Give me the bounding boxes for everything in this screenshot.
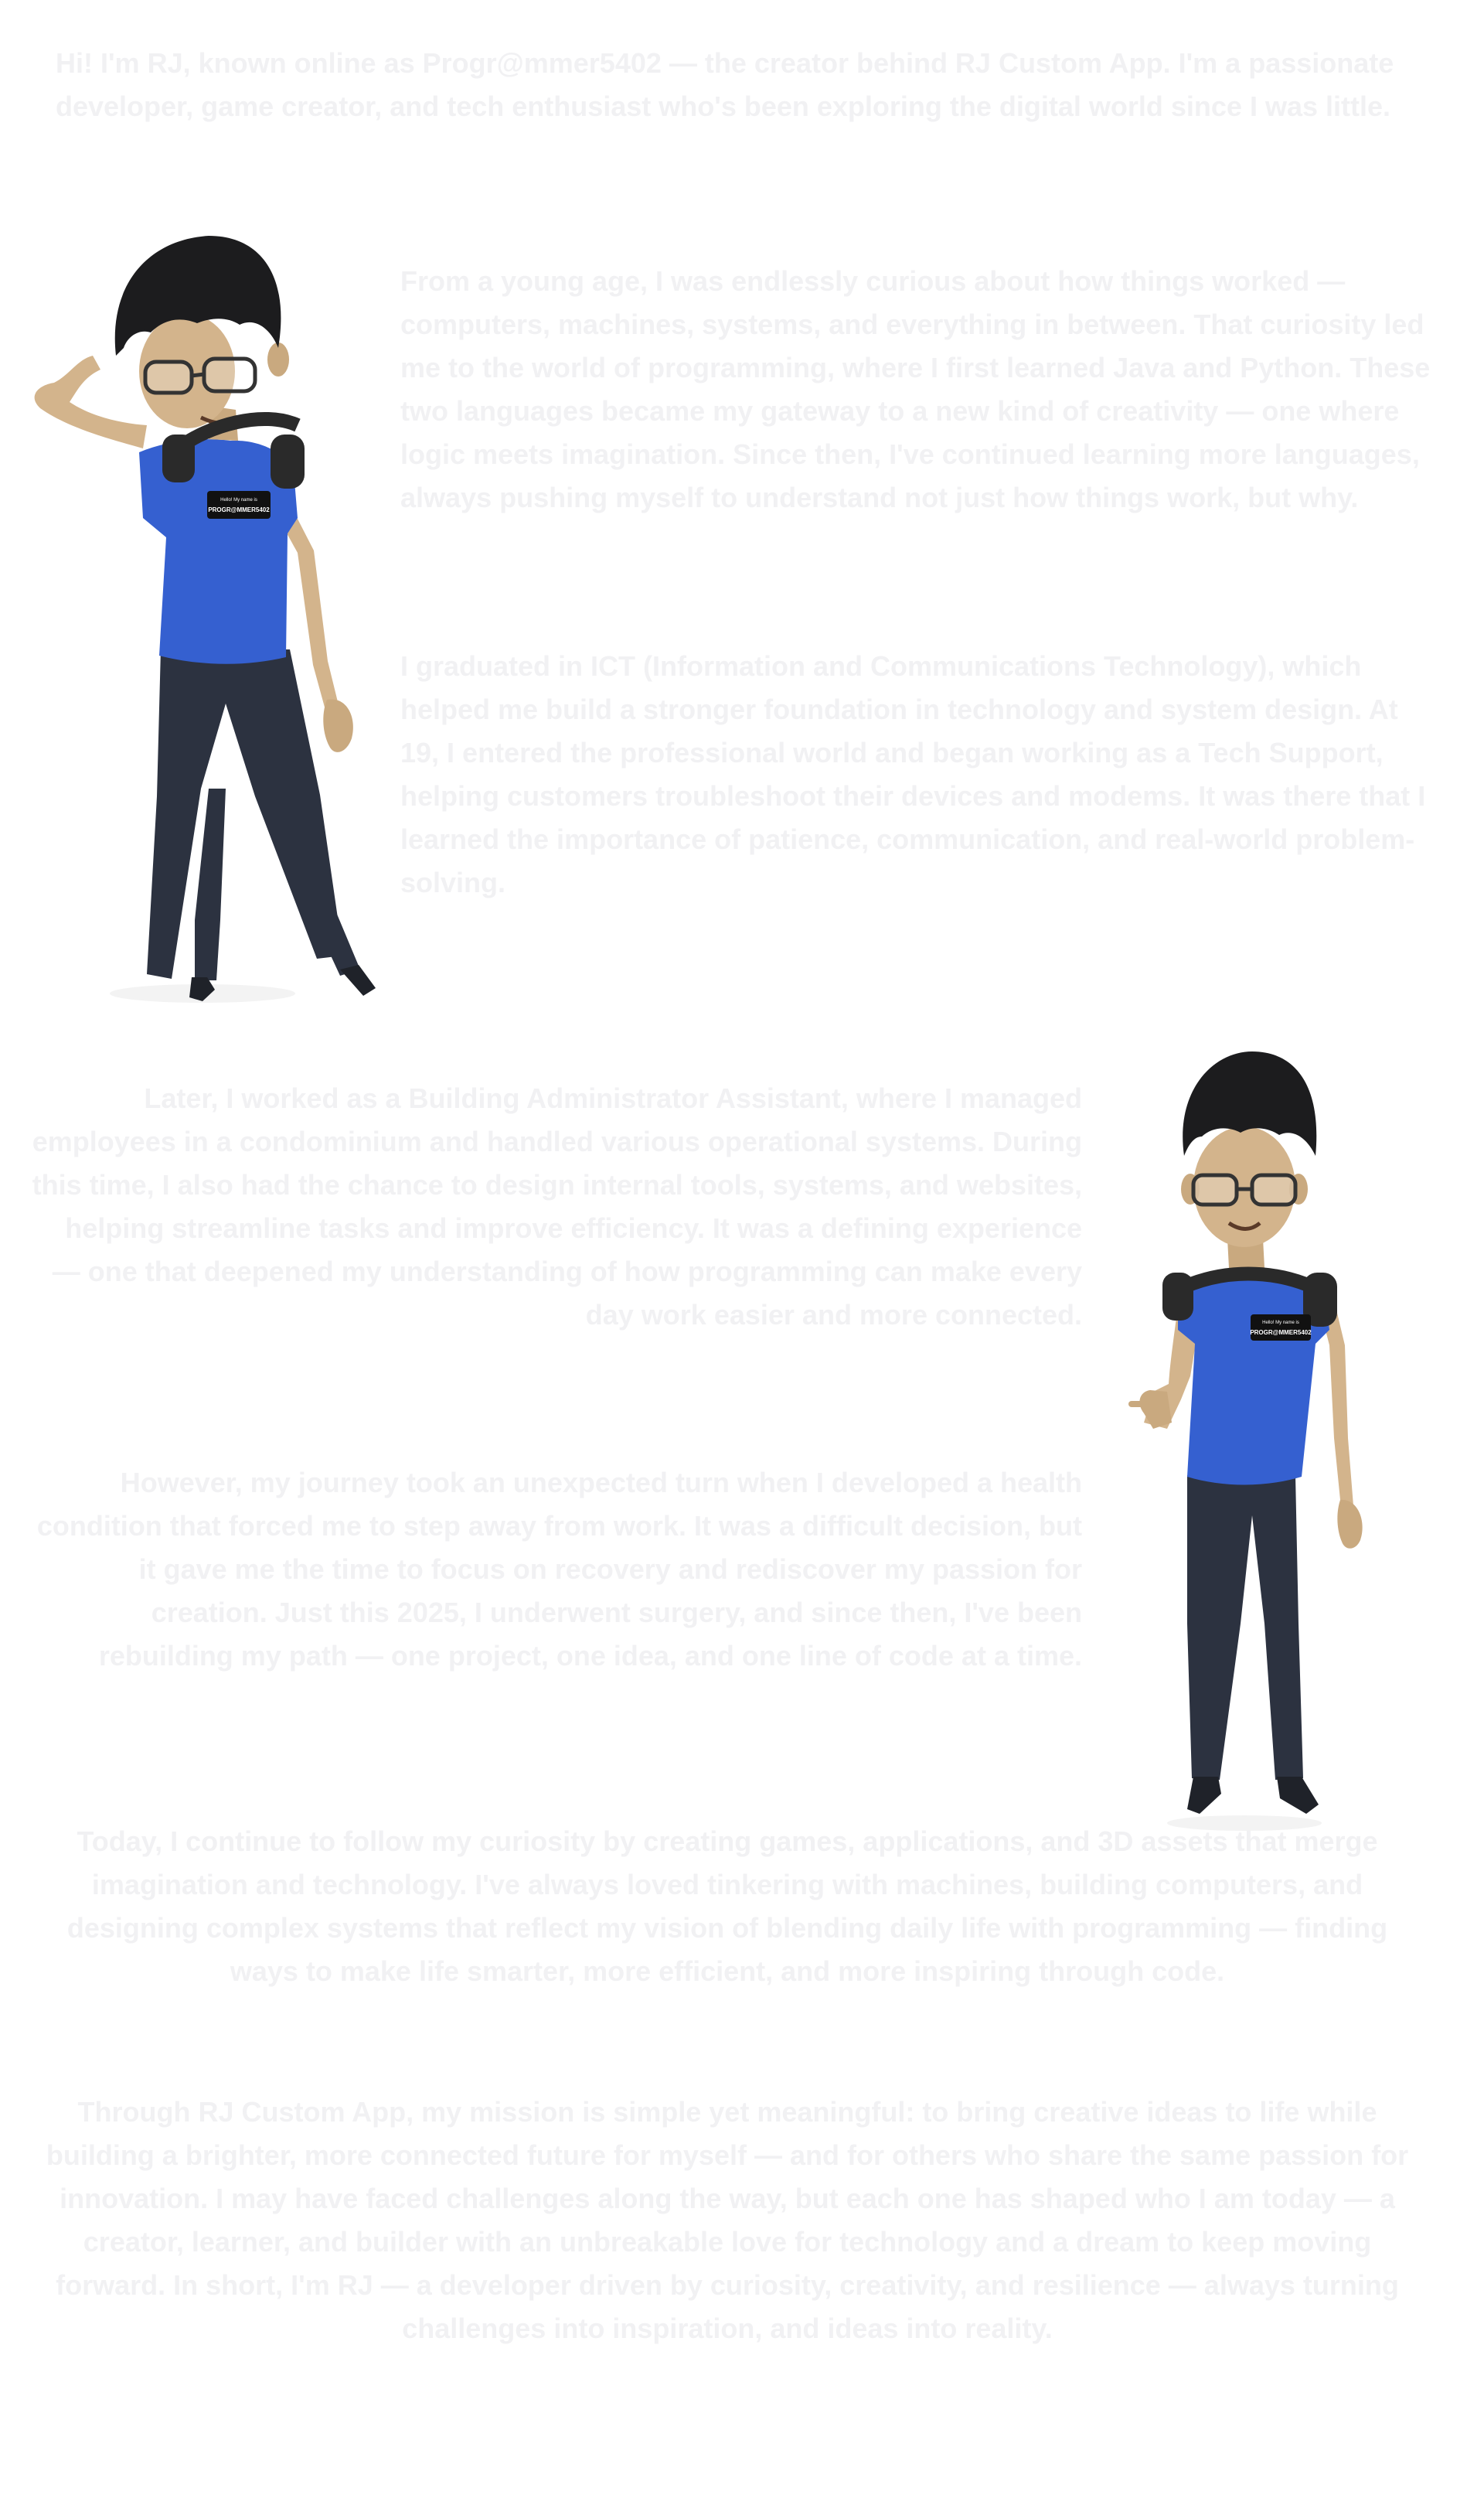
intro-paragraph: Hi! I'm RJ, known online as Progr@mmer5402 — the creator behind RJ Custom App. I'm a passionate developer, game creator, and tech enthusiast who's been exploring the digital world since I was little. [56,47,1394,122]
about-paragraph-2: I graduated in ICT (Information and Communications Technology), which helped me build a stronger foundation in technology and system design. At 19, I entered the professional world and began working as a Tech Support, helping customers troubleshoot their devices and modems. It was there that I learned the importance of patience, communication, and real-world problem-solving. [400,650,1426,898]
avatar-left-arm [35,356,147,448]
avatar-pants [1187,1475,1303,1780]
badge-name-text: PROGR@MMER5402 [1250,1329,1312,1336]
avatar-waving [1113,1021,1376,1856]
badge-top-text: Hello! My name is [1262,1321,1299,1325]
about-paragraph-6: Through RJ Custom App, my mission is simple yet meaningful: to bring creative ideas to life while building a brighter, more connected future for myself — and for others who share the same passion for innovation. I may have faced challenges along the way, but each one has shaped who I am today — a creator, learner, and builder with an unbreakable love for technology and a dream to keep moving forward. In short, I'm RJ — a developer driven by curiosity, creativity, and resilience — always turning challenges into inspiration, and ideas into reality. [46,2096,1409,2344]
name-badge [207,491,271,519]
badge-top-text: Hello! My name is [220,498,257,503]
about-paragraph-5: Today, I continue to follow my curiosity by creating games, applications, and 3D assets that merge imagination and technology. I've always loved tinkering with machines, building computers, and designing complex systems that reflect my vision of blending daily life with programming — finding ways to make life smarter, more efficient, and more inspiring through code. [66,1825,1388,1987]
avatar-right-shoe [1277,1777,1319,1814]
about-paragraph-4: However, my journey took an unexpected turn when I developed a health condition that forced me to step away from work. It was a difficult decision, but it gave me the time to focus on recovery and rediscover my passion for creation. Just this 2025, I underwent surgery, and since then, I've been rebuilding my path — one project, one idea, and one line of code at a time. [36,1467,1082,1672]
avatar-right-shoe [340,965,376,996]
avatar-right-hand [1337,1500,1362,1549]
avatar-scratching-head [23,193,394,1028]
about-paragraph-1: From a young age, I was endlessly curious about how things worked — computers, machines, systems, and everything in between. That curiosity led me to the world of programming, where I first learned Java and Python. These two languages became my gateway to a new kind of creativity — one where logic meets imagination. Since then, I've continued learning more languages, always pushing myself to understand not just how things work, but why. [400,265,1431,513]
avatar-pants [147,649,343,979]
avatar-left-leg [195,789,226,980]
avatar-right-hand [323,699,353,752]
about-paragraph-3: Later, I worked as a Building Administrator Assistant, where I managed employees in a condominium and handled various operational systems. During this time, I also had the chance to design internal tools, systems, and websites, helping streamline tasks and improve efficiency. It was a defining experience — one that deepened my understanding of how programming can make every day work easier and more connected. [32,1082,1082,1331]
avatar-left-shoe [1187,1777,1221,1814]
badge-name-text: PROGR@MMER5402 [208,506,270,513]
pointing-hand [1128,1390,1172,1429]
name-badge [1251,1314,1311,1341]
